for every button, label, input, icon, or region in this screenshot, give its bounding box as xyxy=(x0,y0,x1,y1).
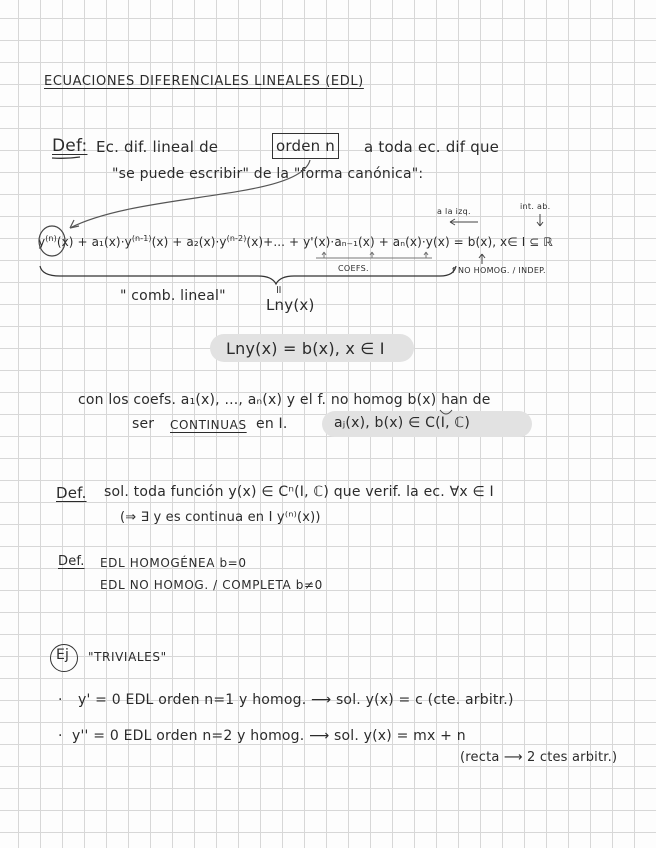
eq-sup-n: (n) xyxy=(45,234,57,243)
eq-term2: (x) + a₂(x)·y xyxy=(151,235,227,249)
def1-line2: "se puede escribir" de la "forma canónica": xyxy=(112,166,424,182)
continuity-ser: ser xyxy=(132,416,155,432)
example-item-1: y' = 0 EDL orden n=1 y homog. ⟶ sol. y(x) = c (cte. arbitr.) xyxy=(78,692,514,708)
def1-text-b: a toda ec. dif que xyxy=(364,138,500,156)
ej-label: Ej xyxy=(56,647,70,663)
f-no-homog-label: f NO HOMOG. / INDEP. xyxy=(452,266,546,275)
bullet-2-icon: · xyxy=(58,728,63,744)
orden-n-box: orden n xyxy=(272,133,339,159)
lny-label: Lny(x) xyxy=(266,296,315,314)
eq-sup-n2: (n-2) xyxy=(226,234,247,243)
def2-label: Def. xyxy=(56,484,87,502)
def1-text-a: Ec. dif. lineal de xyxy=(96,138,219,156)
example-item-2-note: (recta ⟶ 2 ctes arbitr.) xyxy=(460,750,618,765)
def2-line1: sol. toda función y(x) ∈ Cⁿ(I, ℂ) que verif. la ec. ∀x ∈ I xyxy=(104,484,494,500)
def3-no-homog: EDL NO HOMOG. / COMPLETA b≠0 xyxy=(100,578,323,592)
continuity-pill-text: aⱼ(x), b(x) ∈ C(I, ℂ) xyxy=(334,415,471,431)
def3-label: Def. xyxy=(58,554,85,569)
note-izq: a la izq. xyxy=(437,207,471,216)
eq-rhs: b(x), x∈ I ⊆ ℝ xyxy=(467,235,553,249)
continuity-en-i: en I. xyxy=(256,416,288,432)
operator-equation: Lny(x) = b(x), x ∈ I xyxy=(226,339,385,358)
def2-line2: (⇒ ∃ y es continua en I y⁽ⁿ⁾(x)) xyxy=(120,510,321,525)
continuity-line1: con los coefs. a₁(x), ..., aₙ(x) y el f. no homog b(x) han de xyxy=(78,392,491,408)
canonical-equation xyxy=(38,234,553,249)
note-intab: int. ab. xyxy=(520,202,551,211)
comb-lineal-label: " comb. lineal" xyxy=(120,288,226,304)
eq-term3: (x)+... + y'(x)·aₙ₋₁(x) + aₙ(x)·y(x) = xyxy=(246,235,464,249)
eq-sup-n1: (n-1) xyxy=(131,234,152,243)
example-item-2: y'' = 0 EDL orden n=2 y homog. ⟶ sol. y(x) = mx + n xyxy=(72,728,466,744)
eq-term1: (x) + a₁(x)·y xyxy=(56,235,132,249)
eq-lhs-y: y xyxy=(38,235,46,249)
continuas-label: CONTINUAS xyxy=(170,418,247,432)
example-title: "TRIVIALES" xyxy=(88,650,167,664)
bullet-1-icon: · xyxy=(58,692,63,708)
equals-vertical: ॥ xyxy=(275,283,282,296)
def3-homogenea: EDL HOMOGÉNEA b=0 xyxy=(100,556,247,570)
coefs-label: COEFS. xyxy=(338,264,369,273)
page-title: ECUACIONES DIFERENCIALES LINEALES (EDL) xyxy=(44,74,364,89)
def1-label: Def: xyxy=(52,136,88,156)
